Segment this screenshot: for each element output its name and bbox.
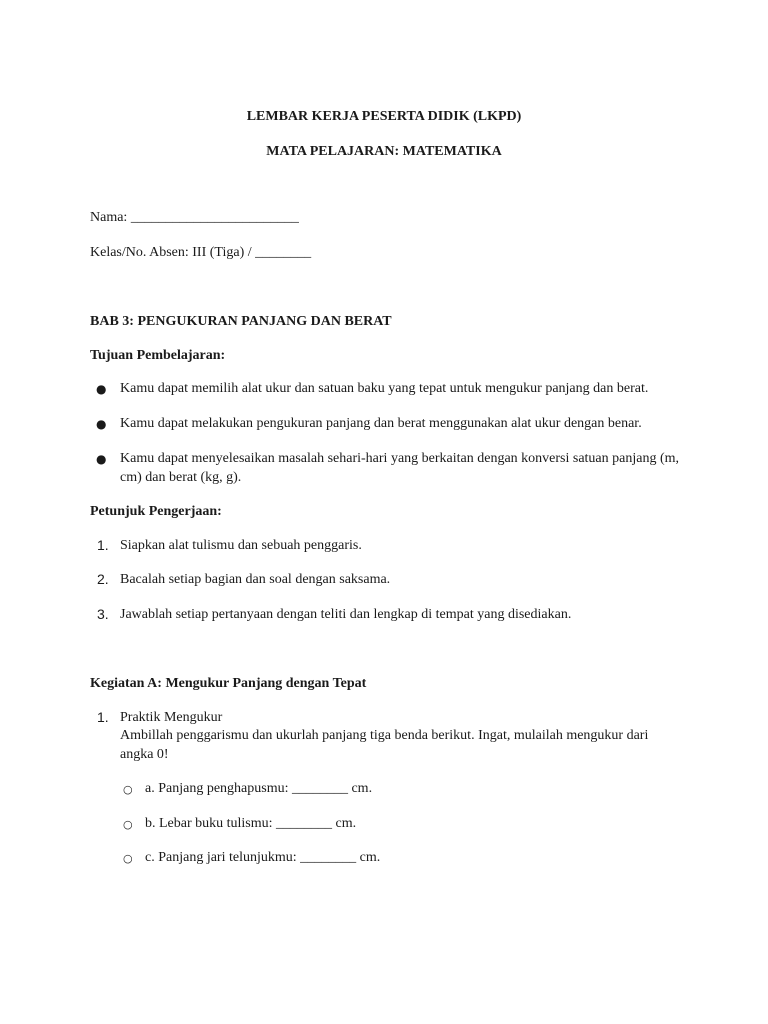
list-number: 3.: [97, 606, 109, 622]
list-item: c. Panjang jari telunjukmu: ________ cm.: [145, 850, 381, 865]
list-number: 1.: [97, 537, 109, 553]
subject-title: MATA PELAJARAN: MATEMATIKA: [266, 144, 502, 159]
circle-bullet-icon: ○: [123, 852, 133, 865]
bullet-icon: ●: [96, 417, 107, 431]
list-item: Siapkan alat tulismu dan sebuah penggaris.: [120, 538, 362, 553]
list-item: Jawablah setiap pertanyaan dengan teliti dan lengkap di tempat yang disediakan.: [120, 607, 572, 622]
chapter-title: BAB 3: PENGUKURAN PANJANG DAN BERAT: [90, 314, 392, 329]
instructions-heading: Petunjuk Pengerjaan:: [90, 504, 222, 519]
document-title: LEMBAR KERJA PESERTA DIDIK (LKPD): [246, 109, 522, 124]
class-field-line: Kelas/No. Absen: III (Tiga) / ________: [90, 245, 312, 260]
list-item: b. Lebar buku tulismu: ________ cm.: [145, 816, 357, 831]
list-item: Bacalah setiap bagian dan soal dengan saksama.: [120, 572, 391, 587]
circle-bullet-icon: ○: [123, 818, 133, 831]
activity-item-description: Ambillah penggarismu dan ukurlah panjang tiga benda berikut. Ingat, mulailah mengukur dari angka 0!: [120, 728, 649, 762]
bullet-icon: ●: [96, 452, 107, 466]
activity-a-heading: Kegiatan A: Mengukur Panjang dengan Tepat: [90, 676, 367, 691]
activity-item-title: Praktik Mengukur: [120, 710, 223, 725]
circle-bullet-icon: ○: [123, 783, 133, 796]
list-item: a. Panjang penghapusmu: ________ cm.: [145, 781, 373, 796]
bullet-icon: ●: [96, 382, 107, 396]
name-field-line: Nama: ________________________: [90, 210, 299, 225]
list-number: 1.: [97, 709, 109, 725]
list-item: Kamu dapat melakukan pengukuran panjang dan berat menggunakan alat ukur dengan benar.: [120, 416, 642, 431]
list-item: Kamu dapat menyelesaikan masalah sehari-hari yang berkaitan dengan konversi satuan panjang (m, cm) dan berat (kg, g).: [120, 451, 680, 485]
list-item: Kamu dapat memilih alat ukur dan satuan baku yang tepat untuk mengukur panjang dan berat.: [120, 381, 649, 396]
objectives-heading: Tujuan Pembelajaran:: [90, 348, 226, 363]
list-number: 2.: [97, 571, 109, 587]
